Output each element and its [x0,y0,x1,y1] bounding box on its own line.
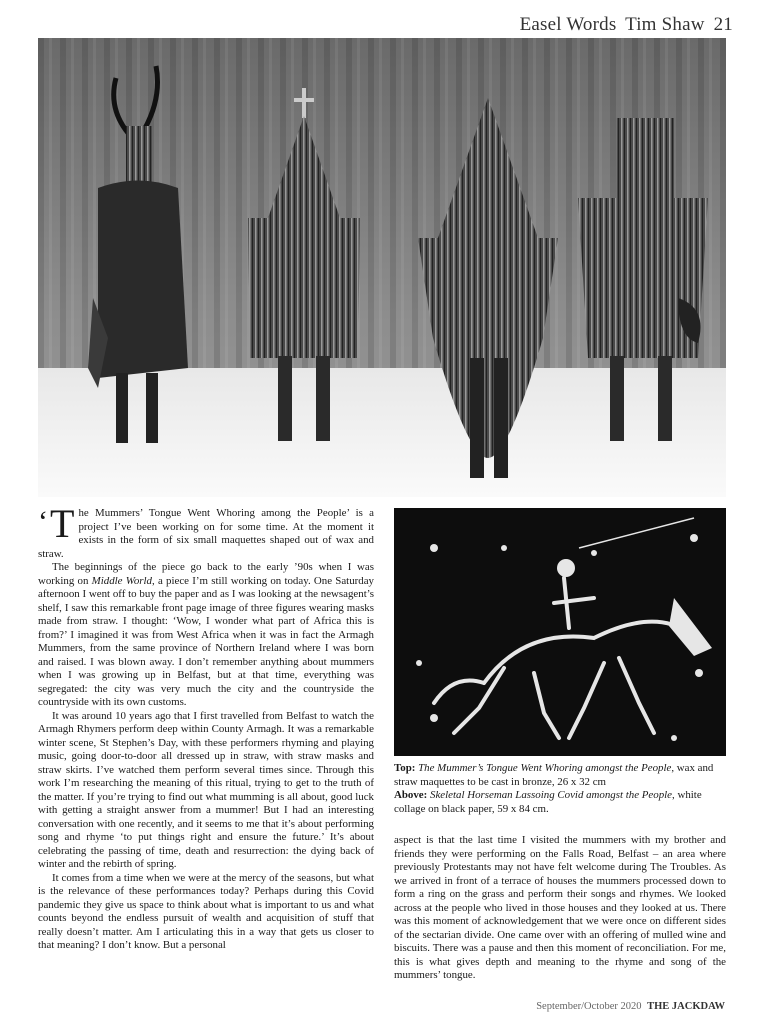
mummers-photo-graphic [38,38,726,497]
article-left-column [38,501,375,953]
skeletal-horseman-collage [394,508,726,756]
drop-quote: ‘ [38,505,48,538]
paragraph-1-text: he Mummers’ Tongue Went Whoring among the People’ is a project I’ve been working on for some time. At the moment it exists in the form of six small maquettes shaped out of wax and straw. [38,507,374,560]
drop-cap: T [50,501,75,546]
paragraph-2 [38,561,374,710]
caption-above-details: , white collage on black paper, 59 x 84 cm. [394,789,702,815]
author-name: Tim Shaw [625,14,705,35]
collage-graphic [394,508,726,756]
caption-top-details: , wax and straw maquettes to be cast in bronze, 26 x 32 cm [394,762,714,788]
work-title: Middle World [91,574,152,587]
page-footer [536,1001,725,1012]
page-number: 21 [713,14,733,35]
magazine-name: THE JACKDAW [647,1001,725,1012]
running-header [520,14,733,36]
paragraph-5: aspect is that the last time I visited the mummers with my brother and friends they were performing on the Falls Road, Belfast – an area where previously Protestants may not have felt welcome during The Troubles. As we arrived in front of a terrace of houses the mummers processed down to form a ring on the grass and perform their songs and rhymes. We looked across at the people who lived in those houses and they looked at us. There was this moment of acknowledgement that we were once on different sides of the sectarian divide. One came over with an offering of mulled wine and biscuits. There was a pause and then this moment of reconciliation. For me, this is what gives depth and meaning to the rhyme and song of the mummers’ tongue. [394,834,726,981]
article-right-column [394,834,726,983]
paragraph-2-text-a: The beginnings of the piece go back to the early ’90s when I was working on [38,561,374,587]
caption-top-title: The Mummer’s Tongue Went Whoring amongst the People [418,762,672,774]
caption-top-label: Top [394,762,412,774]
paragraph-4: It comes from a time when we were at the mercy of the seasons, but what is the relevance of these performances today? Perhaps during this Covid pandemic they give us space to think about what is important to us and what counts beyond the endless pursuit of wealth and acquisition of stuff that really doesn’t matter. Am I articulating this in a way that gets us closer to that meaning? I don’t know. But a personal [38,871,374,951]
caption-above-label: Above [394,789,424,802]
paragraph-2-text-b: , a piece I’m still working on today. One Saturday afternoon I went off to buy the paper and as I was looking at the newsagent’s shelf, I saw this remarkable front page image of three figures wearing masks made from straw. I thought: ‘Wow, I wonder what part of Africa this is from?’ I imagined it was from West Africa when it was in fact the Armagh Mummers, from the same province of Northern Ireland where I was born and raised. I was blown away. I don’t remember anything about mummers when I was growing up in Belfast, but at that time, everything was segregated: the city was very much the city and the countryside the countryside with its own customs. [38,574,375,708]
paragraph-1 [38,501,374,561]
caption-above-title: Skeletal Horseman Lassoing Covid amongst the People [430,789,673,802]
mummers-photo [38,38,726,497]
issue-date: September/October 2020 [536,1001,642,1012]
image-caption: Top: The Mummer’s Tongue Went Whoring amongst the People, wax and straw maquettes to be cast in bronze, 26 x 32 cm Above: Skeletal Horseman Lassoing Covid amongst the People, white collage on black paper, 59 x 84 cm. [394,762,714,815]
section-title: Easel Words [519,14,617,35]
paragraph-3: It was around 10 years ago that I first travelled from Belfast to watch the Armagh Rhymers perform deep within County Armagh. It was a remarkable winter scene, St Stephen’s Day, with these performers rhyming and playing music, going door-to-door all dressed up in straw, with straw masks and straw skirts. I’ve watched them perform several times since. Through this work I’m researching the meaning of this ritual, trying to get to the truth of the matter. If you’re trying to find out what mumming is all about, good luck with getting a straight answer from a mummer! But I had an interesting conversation with one recently, and it seems to me that it’s about performing song and rhyme ‘to put things right and ensure the future.’ It’s about celebrating the passing of time, death and resurrection: the dying back of winter and the rebirth of spring. [38,709,374,870]
